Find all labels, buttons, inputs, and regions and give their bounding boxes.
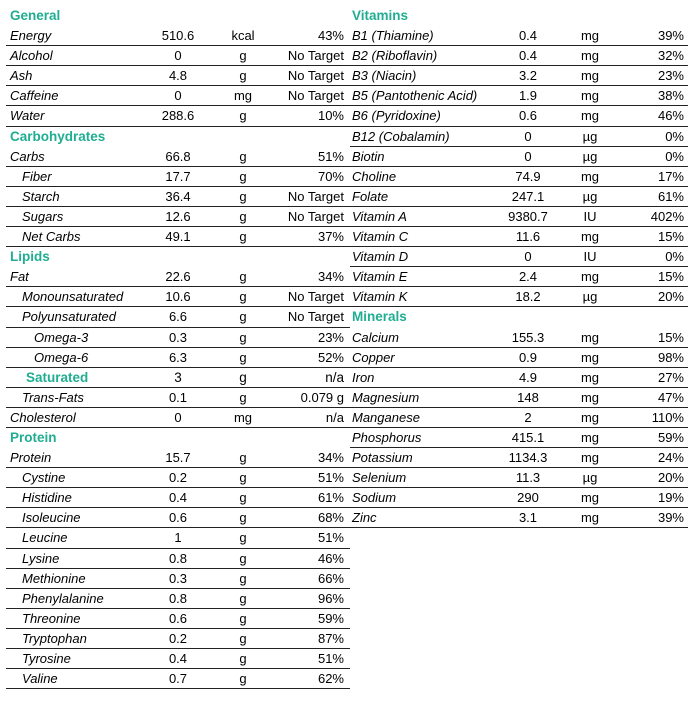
- nutrient-name: Tryptophan: [22, 630, 87, 646]
- nutrient-row-energy: [6, 26, 350, 46]
- nutrient-row-starch: [6, 187, 350, 207]
- nutrient-name: Ash: [10, 68, 33, 84]
- nutrient-target-percent: 61%: [317, 490, 344, 506]
- nutrient-name: Vitamin C: [352, 229, 409, 245]
- nutrient-name: Trans-Fats: [22, 389, 84, 405]
- nutrient-amount: 12.6: [165, 208, 191, 224]
- nutrient-target-percent: No Target: [287, 309, 344, 325]
- nutrient-row-b1-thiamine: [350, 26, 688, 46]
- nutrient-unit: g: [239, 188, 247, 204]
- nutrient-row-lysine: [6, 549, 350, 569]
- nutrient-target-percent: 32%: [657, 48, 684, 64]
- nutrient-target-percent: 51%: [317, 530, 344, 546]
- nutrient-row-trans-fats: [6, 388, 350, 408]
- nutrient-row-threonine: [6, 609, 350, 629]
- nutrient-target-percent: No Target: [287, 188, 344, 204]
- nutrient-name: B3 (Niacin): [352, 68, 417, 84]
- nutrient-name: Lysine: [22, 550, 60, 566]
- nutrient-name: Monounsaturated: [22, 289, 124, 305]
- section-title: Minerals: [352, 309, 407, 325]
- nutrient-row-selenium: [350, 468, 688, 488]
- nutrient-name: B5 (Pantothenic Acid): [352, 88, 478, 104]
- nutrient-unit: g: [239, 630, 247, 646]
- nutrient-row-b12-cobalamin: [350, 127, 688, 147]
- nutrient-unit: g: [239, 671, 247, 687]
- nutrient-amount: 4.8: [168, 68, 188, 84]
- nutrient-row-vitamin-a: [350, 207, 688, 227]
- nutrient-target-percent: 38%: [657, 88, 684, 104]
- nutrient-amount: 2: [524, 409, 532, 425]
- nutrient-amount: 0: [174, 409, 182, 425]
- nutrient-unit: mg: [580, 48, 600, 64]
- nutrient-row-cholesterol: [6, 408, 350, 428]
- nutrient-name: Phosphorus: [352, 429, 422, 445]
- nutrient-unit: mg: [580, 28, 600, 44]
- nutrient-name: Vitamin A: [352, 208, 407, 224]
- nutrient-amount: 0.7: [168, 671, 188, 687]
- nutrient-target-percent: 37%: [317, 229, 344, 245]
- nutrient-target-percent: 19%: [657, 490, 684, 506]
- nutrient-target-percent: 0%: [665, 128, 684, 144]
- nutrient-name: Sodium: [352, 490, 397, 506]
- nutrient-target-percent: 59%: [317, 610, 344, 626]
- section-title: Lipids: [10, 249, 50, 265]
- left-column: [6, 6, 350, 689]
- nutrient-name: Carbs: [10, 148, 45, 164]
- nutrient-amount: 3.1: [518, 510, 538, 526]
- nutrient-unit: µg: [582, 188, 598, 204]
- nutrient-row-b2-riboflavin: [350, 46, 688, 66]
- nutrient-target-percent: 24%: [657, 450, 684, 466]
- nutrient-amount: 0: [524, 249, 532, 265]
- nutrient-name: Net Carbs: [22, 229, 81, 245]
- nutrient-name: Alcohol: [10, 48, 53, 64]
- nutrient-row-tyrosine: [6, 649, 350, 669]
- nutrient-amount: 15.7: [165, 450, 191, 466]
- section-title: Protein: [10, 429, 57, 445]
- nutrient-name: Manganese: [352, 409, 420, 425]
- nutrient-target-percent: 96%: [317, 590, 344, 606]
- nutrient-amount: 18.2: [515, 289, 541, 305]
- nutrient-name: Omega-6: [34, 349, 89, 365]
- nutrient-row-alcohol: [6, 46, 350, 66]
- nutrient-row-valine: [6, 669, 350, 689]
- nutrient-unit: g: [239, 530, 247, 546]
- nutrient-amount: 415.1: [511, 429, 545, 445]
- nutrient-target-percent: No Target: [287, 289, 344, 305]
- nutrient-target-percent: 59%: [657, 429, 684, 445]
- nutrient-name: B2 (Riboflavin): [352, 48, 438, 64]
- nutrient-name: Potassium: [352, 450, 413, 466]
- nutrient-unit: g: [239, 208, 247, 224]
- nutrient-unit: g: [239, 168, 247, 184]
- nutrient-row-caffeine: [6, 86, 350, 106]
- nutrient-row-iron: [350, 368, 688, 388]
- nutrient-unit: g: [239, 450, 247, 466]
- nutrient-name: Fiber: [22, 168, 52, 184]
- nutrient-name: Vitamin K: [352, 289, 408, 305]
- nutrient-name: Valine: [22, 671, 58, 687]
- section-header-carbohydrates: [6, 127, 350, 147]
- nutrient-row-vitamin-d: [350, 247, 688, 267]
- nutrient-unit: mg: [233, 88, 253, 104]
- nutrient-unit: g: [239, 470, 247, 486]
- nutrient-name: B1 (Thiamine): [352, 28, 434, 44]
- nutrient-unit: kcal: [231, 28, 255, 44]
- nutrient-row-ash: [6, 66, 350, 86]
- section-title: Vitamins: [352, 8, 409, 23]
- nutrient-target-percent: 62%: [317, 671, 344, 687]
- nutrient-name: Polyunsaturated: [22, 309, 116, 325]
- nutrient-target-percent: 51%: [317, 148, 344, 164]
- nutrient-unit: g: [239, 329, 247, 345]
- nutrient-row-histidine: [6, 488, 350, 508]
- nutrient-amount: 0: [174, 48, 182, 64]
- nutrient-unit: g: [239, 269, 247, 285]
- nutrient-row-copper: [350, 348, 688, 368]
- nutrient-unit: g: [239, 570, 247, 586]
- nutrient-unit: mg: [580, 450, 600, 466]
- nutrient-amount: 3: [174, 369, 182, 385]
- nutrient-row-vitamin-c: [350, 227, 688, 247]
- nutrient-unit: g: [239, 510, 247, 526]
- nutrient-row-magnesium: [350, 388, 688, 408]
- nutrient-unit: g: [239, 490, 247, 506]
- nutrient-target-percent: 98%: [657, 349, 684, 365]
- nutrient-unit: µg: [582, 148, 598, 164]
- section-title: Carbohydrates: [10, 128, 106, 144]
- nutrient-name: Cystine: [22, 470, 66, 486]
- nutrient-name: Folate: [352, 188, 389, 204]
- nutrient-name: Sugars: [22, 208, 64, 224]
- nutrient-row-b3-niacin: [350, 66, 688, 86]
- nutrient-unit: mg: [580, 108, 600, 124]
- nutrient-target-percent: 20%: [657, 289, 684, 305]
- nutrient-row-monounsaturated: [6, 287, 350, 307]
- nutrient-name: B6 (Pyridoxine): [352, 108, 441, 124]
- nutrient-amount: 0.6: [168, 610, 188, 626]
- nutrient-amount: 6.3: [168, 349, 188, 365]
- nutrient-name: Choline: [352, 168, 397, 184]
- nutrient-name: Starch: [22, 188, 60, 204]
- nutrient-name: Biotin: [352, 148, 385, 164]
- nutrient-name: Selenium: [352, 470, 407, 486]
- nutrient-target-percent: 43%: [317, 28, 344, 44]
- nutrient-target-percent: 17%: [657, 168, 684, 184]
- right-column: [350, 6, 688, 528]
- nutrient-amount: 11.6: [515, 229, 541, 245]
- nutrient-unit: mg: [580, 389, 600, 405]
- nutrient-row-methionine: [6, 569, 350, 589]
- section-header-protein: [6, 428, 350, 448]
- nutrient-row-sugars: [6, 207, 350, 227]
- nutrient-row-cystine: [6, 468, 350, 488]
- nutrient-target-percent: 52%: [317, 349, 344, 365]
- nutrient-amount: 0.4: [168, 651, 188, 666]
- nutrient-amount: 10.6: [165, 289, 191, 305]
- nutrient-target-percent: 46%: [317, 550, 344, 566]
- nutrient-amount: 1.9: [518, 88, 538, 104]
- nutrient-amount: 0.8: [168, 590, 188, 606]
- nutrient-row-tryptophan: [6, 629, 350, 649]
- nutrient-unit: g: [239, 68, 247, 84]
- nutrient-target-percent: 68%: [317, 510, 344, 526]
- nutrient-amount: 0.2: [168, 630, 188, 646]
- nutrient-target-percent: 27%: [657, 369, 684, 385]
- nutrient-amount: 510.6: [161, 28, 195, 44]
- nutrient-amount: 11.3: [515, 470, 541, 486]
- nutrient-target-percent: 20%: [657, 470, 684, 486]
- nutrient-amount: 22.6: [165, 269, 191, 285]
- nutrient-amount: 0: [524, 128, 532, 144]
- nutrient-name: Fat: [10, 269, 29, 285]
- nutrient-target-percent: 23%: [657, 68, 684, 84]
- nutrient-name: Calcium: [352, 329, 399, 345]
- nutrient-target-percent: 70%: [317, 168, 344, 184]
- nutrient-target-percent: 15%: [657, 329, 684, 345]
- nutrient-target-percent: 51%: [317, 470, 344, 486]
- nutrient-unit: g: [239, 48, 247, 64]
- nutrient-row-biotin: [350, 147, 688, 167]
- nutrient-unit: mg: [580, 510, 600, 526]
- nutrient-target-percent: 0%: [665, 249, 684, 265]
- nutrient-name: Tyrosine: [22, 651, 71, 666]
- nutrient-unit: mg: [580, 349, 600, 365]
- section-header-general: [6, 6, 350, 26]
- nutrient-unit: g: [239, 389, 247, 405]
- nutrient-unit: g: [239, 309, 247, 325]
- nutrient-amount: 0.3: [168, 329, 188, 345]
- nutrient-name: Zinc: [352, 510, 377, 526]
- nutrient-amount: 0.6: [518, 108, 538, 124]
- nutrient-amount: 49.1: [165, 229, 191, 245]
- nutrient-target-percent: No Target: [287, 68, 344, 84]
- nutrient-target-percent: 23%: [317, 329, 344, 345]
- nutrient-target-percent: 0%: [665, 148, 684, 164]
- section-header-minerals: [350, 307, 688, 327]
- nutrient-name: Copper: [352, 349, 395, 365]
- nutrient-amount: 1134.3: [508, 450, 548, 466]
- nutrient-unit: mg: [580, 88, 600, 104]
- nutrient-amount: 9380.7: [508, 208, 548, 224]
- nutrient-row-saturated: [6, 368, 350, 388]
- nutrient-amount: 66.8: [165, 148, 191, 164]
- nutrient-target-percent: 15%: [657, 229, 684, 245]
- nutrient-amount: 0: [524, 148, 532, 164]
- nutrient-name: Cholesterol: [10, 409, 76, 425]
- nutrient-unit: µg: [582, 128, 598, 144]
- nutrient-name: Protein: [10, 450, 52, 466]
- nutrient-target-percent: 66%: [317, 570, 344, 586]
- nutrient-name: Saturated: [26, 369, 89, 385]
- nutrient-target-percent: No Target: [287, 48, 344, 64]
- nutrient-row-vitamin-e: [350, 267, 688, 287]
- nutrient-target-percent: 46%: [657, 108, 684, 124]
- nutrient-row-fat: [6, 267, 350, 287]
- nutrient-unit: mg: [233, 409, 253, 425]
- nutrient-amount: 0.8: [168, 550, 188, 566]
- nutrient-target-percent: n/a: [325, 409, 344, 425]
- nutrient-unit: g: [239, 289, 247, 305]
- nutrient-target-percent: 0.079 g: [300, 389, 344, 405]
- nutrient-unit: µg: [582, 289, 598, 305]
- nutrient-unit: g: [239, 108, 247, 124]
- nutrient-row-omega-6: [6, 348, 350, 368]
- nutrient-amount: 3.2: [518, 68, 538, 84]
- nutrient-target-percent: No Target: [287, 88, 344, 104]
- nutrient-amount: 1: [174, 530, 182, 546]
- nutrient-row-leucine: [6, 528, 350, 548]
- nutrient-row-carbs: [6, 147, 350, 167]
- nutrient-amount: 6.6: [168, 309, 188, 325]
- nutrient-target-percent: 15%: [657, 269, 684, 285]
- nutrient-amount: 148: [517, 389, 539, 405]
- nutrient-target-percent: 34%: [317, 269, 344, 285]
- nutrient-name: Isoleucine: [22, 510, 81, 526]
- nutrient-target-percent: 51%: [317, 651, 344, 666]
- nutrient-name: Omega-3: [34, 329, 89, 345]
- nutrient-amount: 0: [174, 88, 182, 104]
- nutrient-amount: 0.4: [518, 28, 538, 44]
- nutrient-target-percent: 39%: [657, 28, 684, 44]
- nutrient-name: Vitamin E: [352, 269, 408, 285]
- nutrient-unit: mg: [580, 409, 600, 425]
- nutrient-amount: 0.3: [168, 570, 188, 586]
- nutrient-unit: µg: [582, 470, 598, 486]
- nutrient-amount: 0.1: [168, 389, 188, 405]
- nutrient-target-percent: 39%: [657, 510, 684, 526]
- nutrient-name: Vitamin D: [352, 249, 409, 265]
- nutrient-unit: mg: [580, 490, 600, 506]
- nutrient-row-b6-pyridoxine: [350, 106, 688, 126]
- nutrient-row-sodium: [350, 488, 688, 508]
- nutrient-amount: 155.3: [511, 329, 545, 345]
- nutrient-row-calcium: [350, 328, 688, 348]
- nutrient-name: Threonine: [22, 610, 81, 626]
- nutrient-amount: 2.4: [518, 269, 538, 285]
- nutrient-amount: 4.9: [518, 369, 538, 385]
- nutrient-unit: mg: [580, 269, 600, 285]
- nutrient-unit: g: [239, 369, 247, 385]
- nutrient-unit: mg: [580, 168, 600, 184]
- nutrient-amount: 288.6: [161, 108, 195, 124]
- nutrient-target-percent: 402%: [650, 208, 684, 224]
- section-header-lipids: [6, 247, 350, 267]
- nutrient-target-percent: n/a: [325, 369, 344, 385]
- nutrient-row-water: [6, 106, 350, 126]
- nutrient-unit: g: [239, 651, 247, 666]
- nutrient-row-vitamin-k: [350, 287, 688, 307]
- nutrient-row-manganese: [350, 408, 688, 428]
- nutrient-row-b5-pantothenic-acid: [350, 86, 688, 106]
- nutrient-amount: 0.4: [168, 490, 188, 506]
- nutrient-amount: 290: [517, 490, 539, 506]
- nutrient-unit: IU: [583, 208, 597, 224]
- nutrient-target-percent: 110%: [651, 409, 684, 425]
- nutrient-unit: mg: [580, 429, 600, 445]
- nutrient-unit: mg: [580, 369, 600, 385]
- nutrient-row-phosphorus: [350, 428, 688, 448]
- nutrient-amount: 0.6: [168, 510, 188, 526]
- nutrient-target-percent: 87%: [317, 630, 344, 646]
- nutrient-unit: g: [239, 349, 247, 365]
- nutrient-row-polyunsaturated: [6, 307, 350, 327]
- nutrient-name: Iron: [352, 369, 375, 385]
- nutrient-unit: mg: [580, 229, 600, 245]
- nutrient-amount: 247.1: [511, 188, 545, 204]
- nutrient-unit: mg: [580, 329, 600, 345]
- nutrient-name: Histidine: [22, 490, 72, 506]
- nutrient-unit: g: [239, 550, 247, 566]
- nutrient-row-omega-3: [6, 328, 350, 348]
- nutrient-row-choline: [350, 167, 688, 187]
- nutrient-name: Energy: [10, 28, 52, 44]
- nutrient-target-percent: 47%: [657, 389, 684, 405]
- nutrient-target-percent: 61%: [657, 188, 684, 204]
- nutrient-name: Methionine: [22, 570, 86, 586]
- nutrient-name: B12 (Cobalamin): [352, 128, 450, 144]
- section-header-vitamins: [350, 6, 688, 26]
- nutrient-name: Caffeine: [10, 88, 59, 104]
- nutrient-amount: 74.9: [515, 168, 541, 184]
- nutrient-name: Phenylalanine: [22, 590, 104, 606]
- nutrient-row-net-carbs: [6, 227, 350, 247]
- nutrient-name: Leucine: [22, 530, 68, 546]
- nutrient-amount: 0.2: [168, 470, 188, 486]
- nutrient-row-potassium: [350, 448, 688, 468]
- nutrient-name: Magnesium: [352, 389, 420, 405]
- nutrient-unit: g: [239, 610, 247, 626]
- nutrient-name: Water: [10, 108, 45, 124]
- nutrient-row-zinc: [350, 508, 688, 528]
- nutrient-amount: 0.4: [518, 48, 538, 64]
- nutrient-target-percent: 10%: [317, 108, 344, 124]
- section-title: General: [10, 8, 61, 23]
- nutrient-unit: IU: [583, 249, 597, 265]
- nutrient-row-phenylalanine: [6, 589, 350, 609]
- nutrient-row-fiber: [6, 167, 350, 187]
- nutrient-amount: 0.9: [518, 349, 538, 365]
- nutrient-unit: mg: [580, 68, 600, 84]
- nutrient-unit: g: [239, 148, 247, 164]
- nutrient-unit: g: [239, 590, 247, 606]
- nutrient-target-percent: 34%: [317, 450, 344, 466]
- nutrient-target-percent: No Target: [287, 208, 344, 224]
- nutrient-amount: 36.4: [165, 188, 191, 204]
- nutrient-amount: 17.7: [165, 168, 191, 184]
- nutrient-row-folate: [350, 187, 688, 207]
- nutrient-row-isoleucine: [6, 508, 350, 528]
- nutrient-row-protein: [6, 448, 350, 468]
- nutrient-unit: g: [239, 229, 247, 245]
